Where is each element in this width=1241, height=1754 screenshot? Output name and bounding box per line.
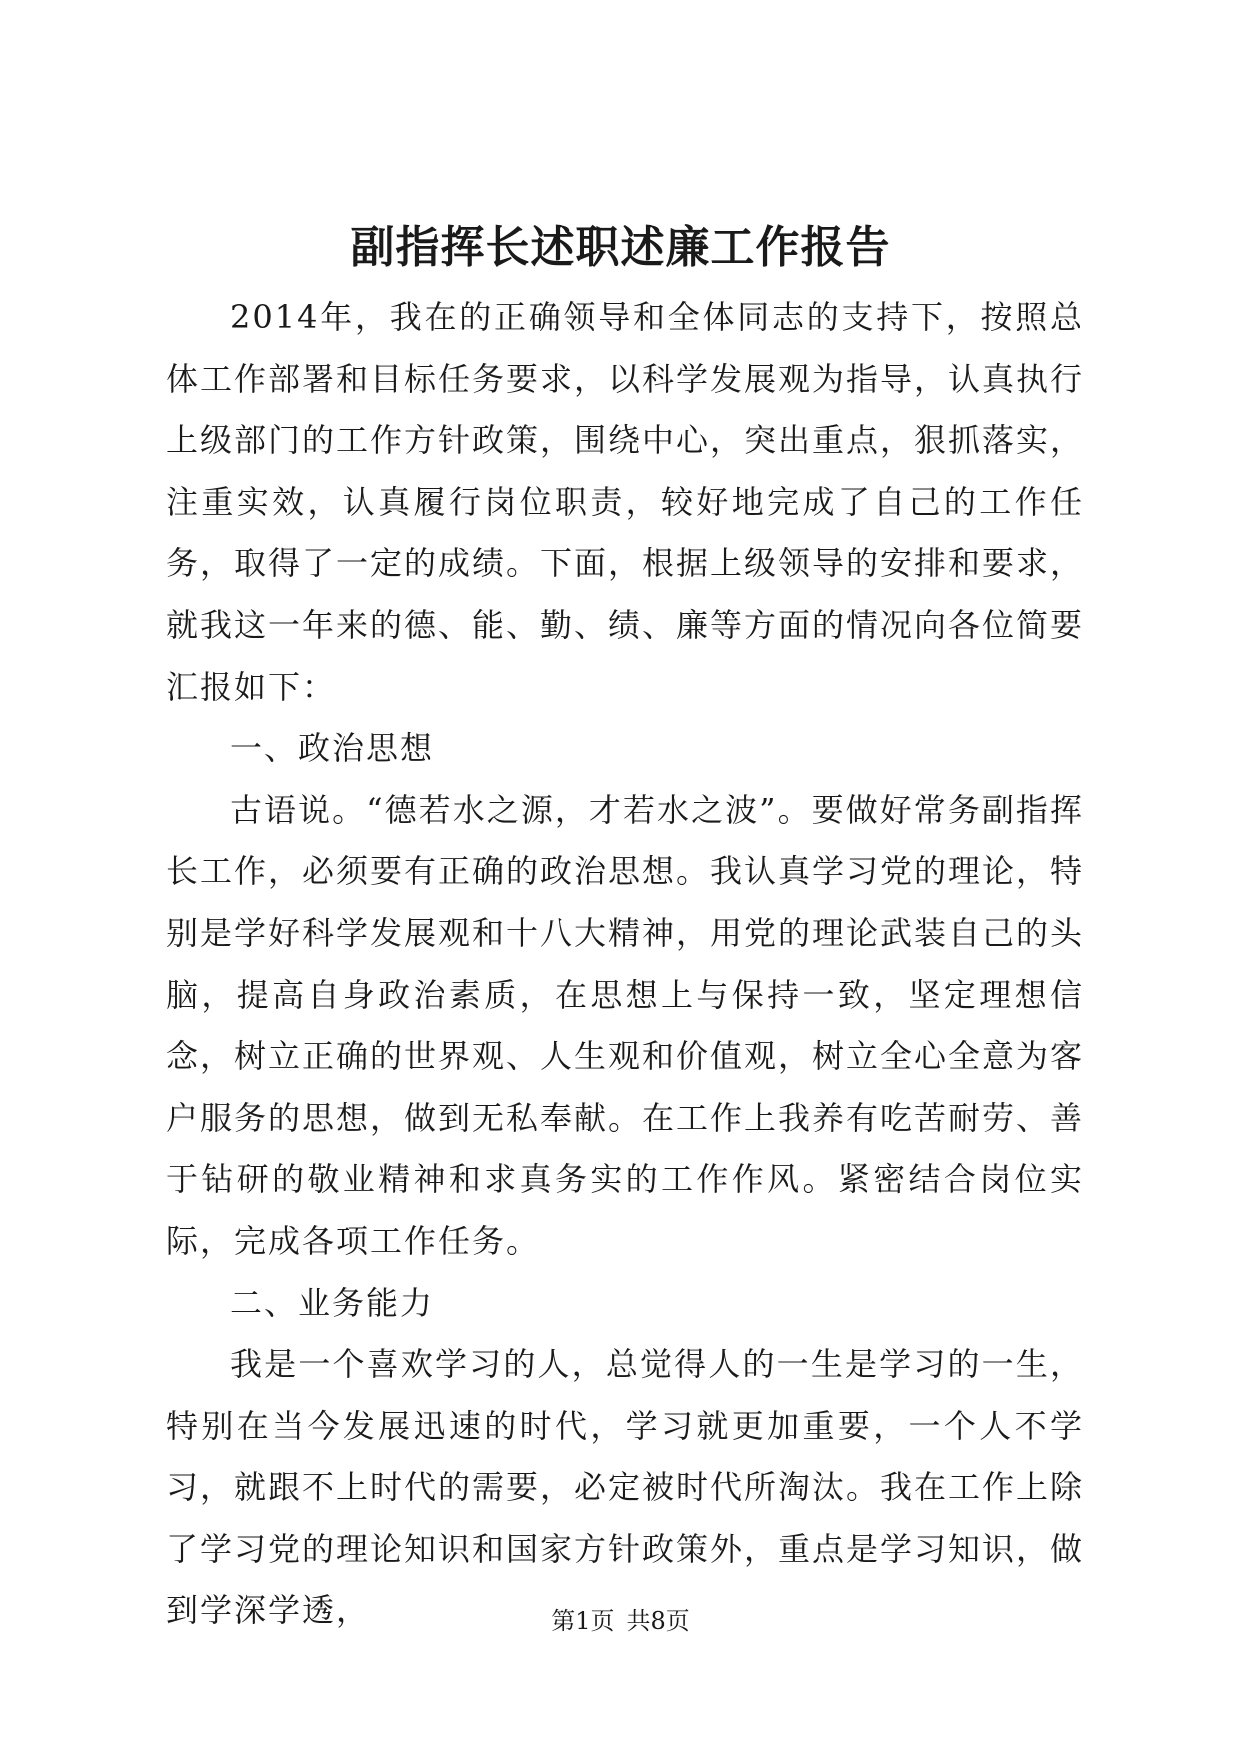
document-body (166, 287, 1084, 1642)
page-footer (0, 1606, 1241, 1636)
paragraph-politics: 古语说。“德若水之源，才若水之波”。要做好常务副指挥长工作，必须要有正确的政治思想。我认真学习党的理论，特别是学好科学发展观和十八大精神，用党的理论武装自己的头脑，提高自身政治素质，在思想上与保持一致，坚定理想信念，树立正确的世界观、人生观和价值观，树立全心全意为客户服务的思想，做到无私奉献。在工作上我养有吃苦耐劳、善于钻研的敬业精神和求真务实的工作作风。紧密结合岗位实际，完成各项工作任务。 (166, 790, 1085, 1260)
section-heading-ability: 二、业务能力 (230, 1283, 435, 1322)
page-number: 第1页 (551, 1607, 615, 1635)
document-title: 副指挥长述职述廉工作报告 (350, 222, 891, 273)
paragraph-intro: 2014年，我在的正确领导和全体同志的支持下，按照总体工作部署和目标任务要求，以科学发展观为指导，认真执行上级部门的工作方针政策，围绕中心，突出重点，狠抓落实，注重实效，认真履行岗位职责，较好地完成了自己的工作任务，取得了一定的成绩。下面，根据上级领导的安排和要求，就我这一年来的德、能、勤、绩、廉等方面的情况向各位简要汇报如下： (166, 298, 1085, 706)
page-total: 共8页 (626, 1607, 690, 1635)
paragraph-ability: 我是一个喜欢学习的人，总觉得人的一生是学习的一生，特别在当今发展迅速的时代，学习就更加重要，一个人不学习，就跟不上时代的需要，必定被时代所淘汰。我在工作上除了学习党的理论知识和国家方针政策外，重点是学习知识，做到学深学透， (166, 1345, 1085, 1630)
section-heading-politics: 一、政治思想 (230, 729, 435, 768)
